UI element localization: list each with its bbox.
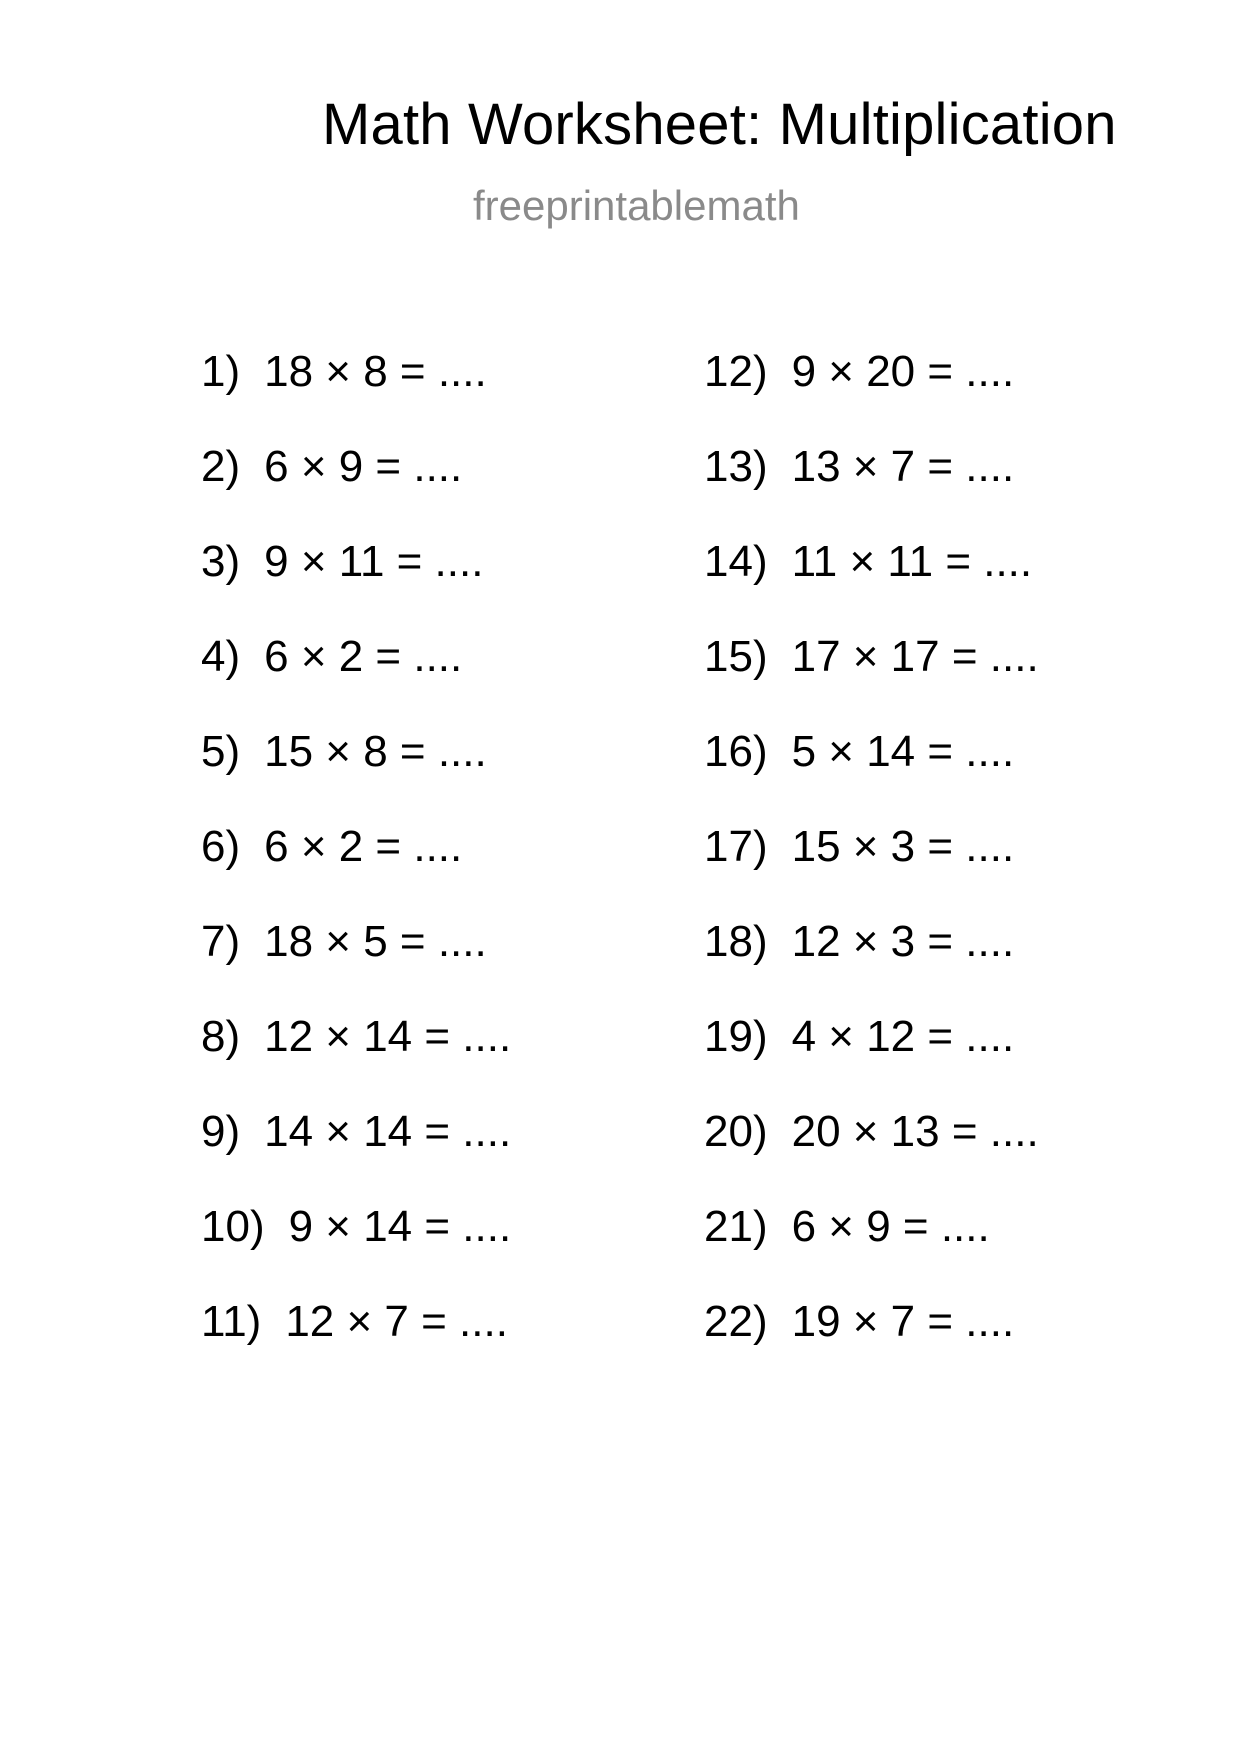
problem-expression: 9 × 20 = ....	[791, 347, 1015, 396]
problem-number: 20)	[704, 1107, 768, 1156]
problem-item	[201, 537, 511, 635]
problem-number: 14)	[704, 537, 768, 586]
problem-expression: 12 × 7 = ....	[285, 1297, 508, 1346]
problem-item	[704, 537, 1039, 635]
problem-item	[201, 347, 511, 445]
problem-expression: 12 × 14 = ....	[264, 1012, 512, 1061]
problem-column-left	[201, 347, 512, 1395]
problem-number: 2)	[201, 442, 241, 491]
problem-number: 7)	[201, 917, 241, 966]
problem-number: 4)	[201, 632, 241, 681]
problem-number: 5)	[201, 727, 241, 776]
problem-item	[704, 347, 1039, 445]
problem-number: 11)	[201, 1297, 262, 1346]
page-title: Math Worksheet: Multiplication	[322, 92, 1117, 157]
problem-expression: 9 × 11 = ....	[264, 537, 484, 586]
problem-expression: 14 × 14 = ....	[264, 1107, 512, 1156]
problem-expression: 5 × 14 = ....	[791, 727, 1015, 776]
problem-item	[704, 917, 1039, 1015]
problem-item	[704, 632, 1039, 730]
problem-item	[201, 632, 511, 730]
problem-item	[201, 1107, 512, 1205]
problem-item	[704, 1012, 1039, 1110]
problem-item	[704, 1107, 1039, 1205]
problem-number: 22)	[704, 1297, 768, 1346]
problem-item	[201, 822, 511, 920]
problem-number: 12)	[704, 347, 768, 396]
problem-number: 3)	[201, 537, 241, 586]
problem-expression: 20 × 13 = ....	[791, 1107, 1039, 1156]
problem-expression: 18 × 5 = ....	[264, 917, 487, 966]
problem-column-right	[704, 347, 1039, 1395]
problem-expression: 11 × 11 = ....	[791, 537, 1033, 586]
problem-item	[704, 727, 1039, 825]
problem-expression: 13 × 7 = ....	[791, 442, 1015, 491]
problem-item	[704, 442, 1039, 540]
problem-expression: 9 × 14 = ....	[288, 1202, 512, 1251]
problem-expression: 15 × 8 = ....	[264, 727, 487, 776]
problem-expression: 15 × 3 = ....	[791, 822, 1015, 871]
problem-number: 16)	[704, 727, 768, 776]
problem-expression: 18 × 8 = ....	[264, 347, 487, 396]
problem-number: 21)	[704, 1202, 768, 1251]
problem-expression: 4 × 12 = ....	[791, 1012, 1015, 1061]
problem-item	[704, 1297, 1039, 1395]
problem-number: 13)	[704, 442, 768, 491]
problem-item	[201, 442, 511, 540]
problem-expression: 6 × 9 = ....	[264, 442, 463, 491]
problem-item	[201, 1012, 512, 1110]
problem-item	[201, 727, 511, 825]
problem-expression: 6 × 2 = ....	[264, 632, 463, 681]
problem-number: 9)	[201, 1107, 241, 1156]
page-subtitle: freeprintablemath	[473, 182, 800, 229]
problem-number: 17)	[704, 822, 768, 871]
problem-expression: 19 × 7 = ....	[791, 1297, 1015, 1346]
problem-item	[201, 917, 511, 1015]
problem-item	[201, 1297, 511, 1395]
problem-number: 19)	[704, 1012, 768, 1061]
problem-item	[704, 822, 1039, 920]
problem-number: 18)	[704, 917, 768, 966]
problem-expression: 12 × 3 = ....	[791, 917, 1015, 966]
problem-number: 10)	[201, 1202, 265, 1251]
problem-expression: 6 × 2 = ....	[264, 822, 463, 871]
problem-expression: 17 × 17 = ....	[791, 632, 1039, 681]
problem-number: 1)	[201, 347, 241, 396]
problem-item	[201, 1202, 512, 1300]
problem-number: 6)	[201, 822, 241, 871]
problem-number: 15)	[704, 632, 768, 681]
problem-item	[704, 1202, 1039, 1300]
problem-expression: 6 × 9 = ....	[791, 1202, 990, 1251]
problem-number: 8)	[201, 1012, 241, 1061]
